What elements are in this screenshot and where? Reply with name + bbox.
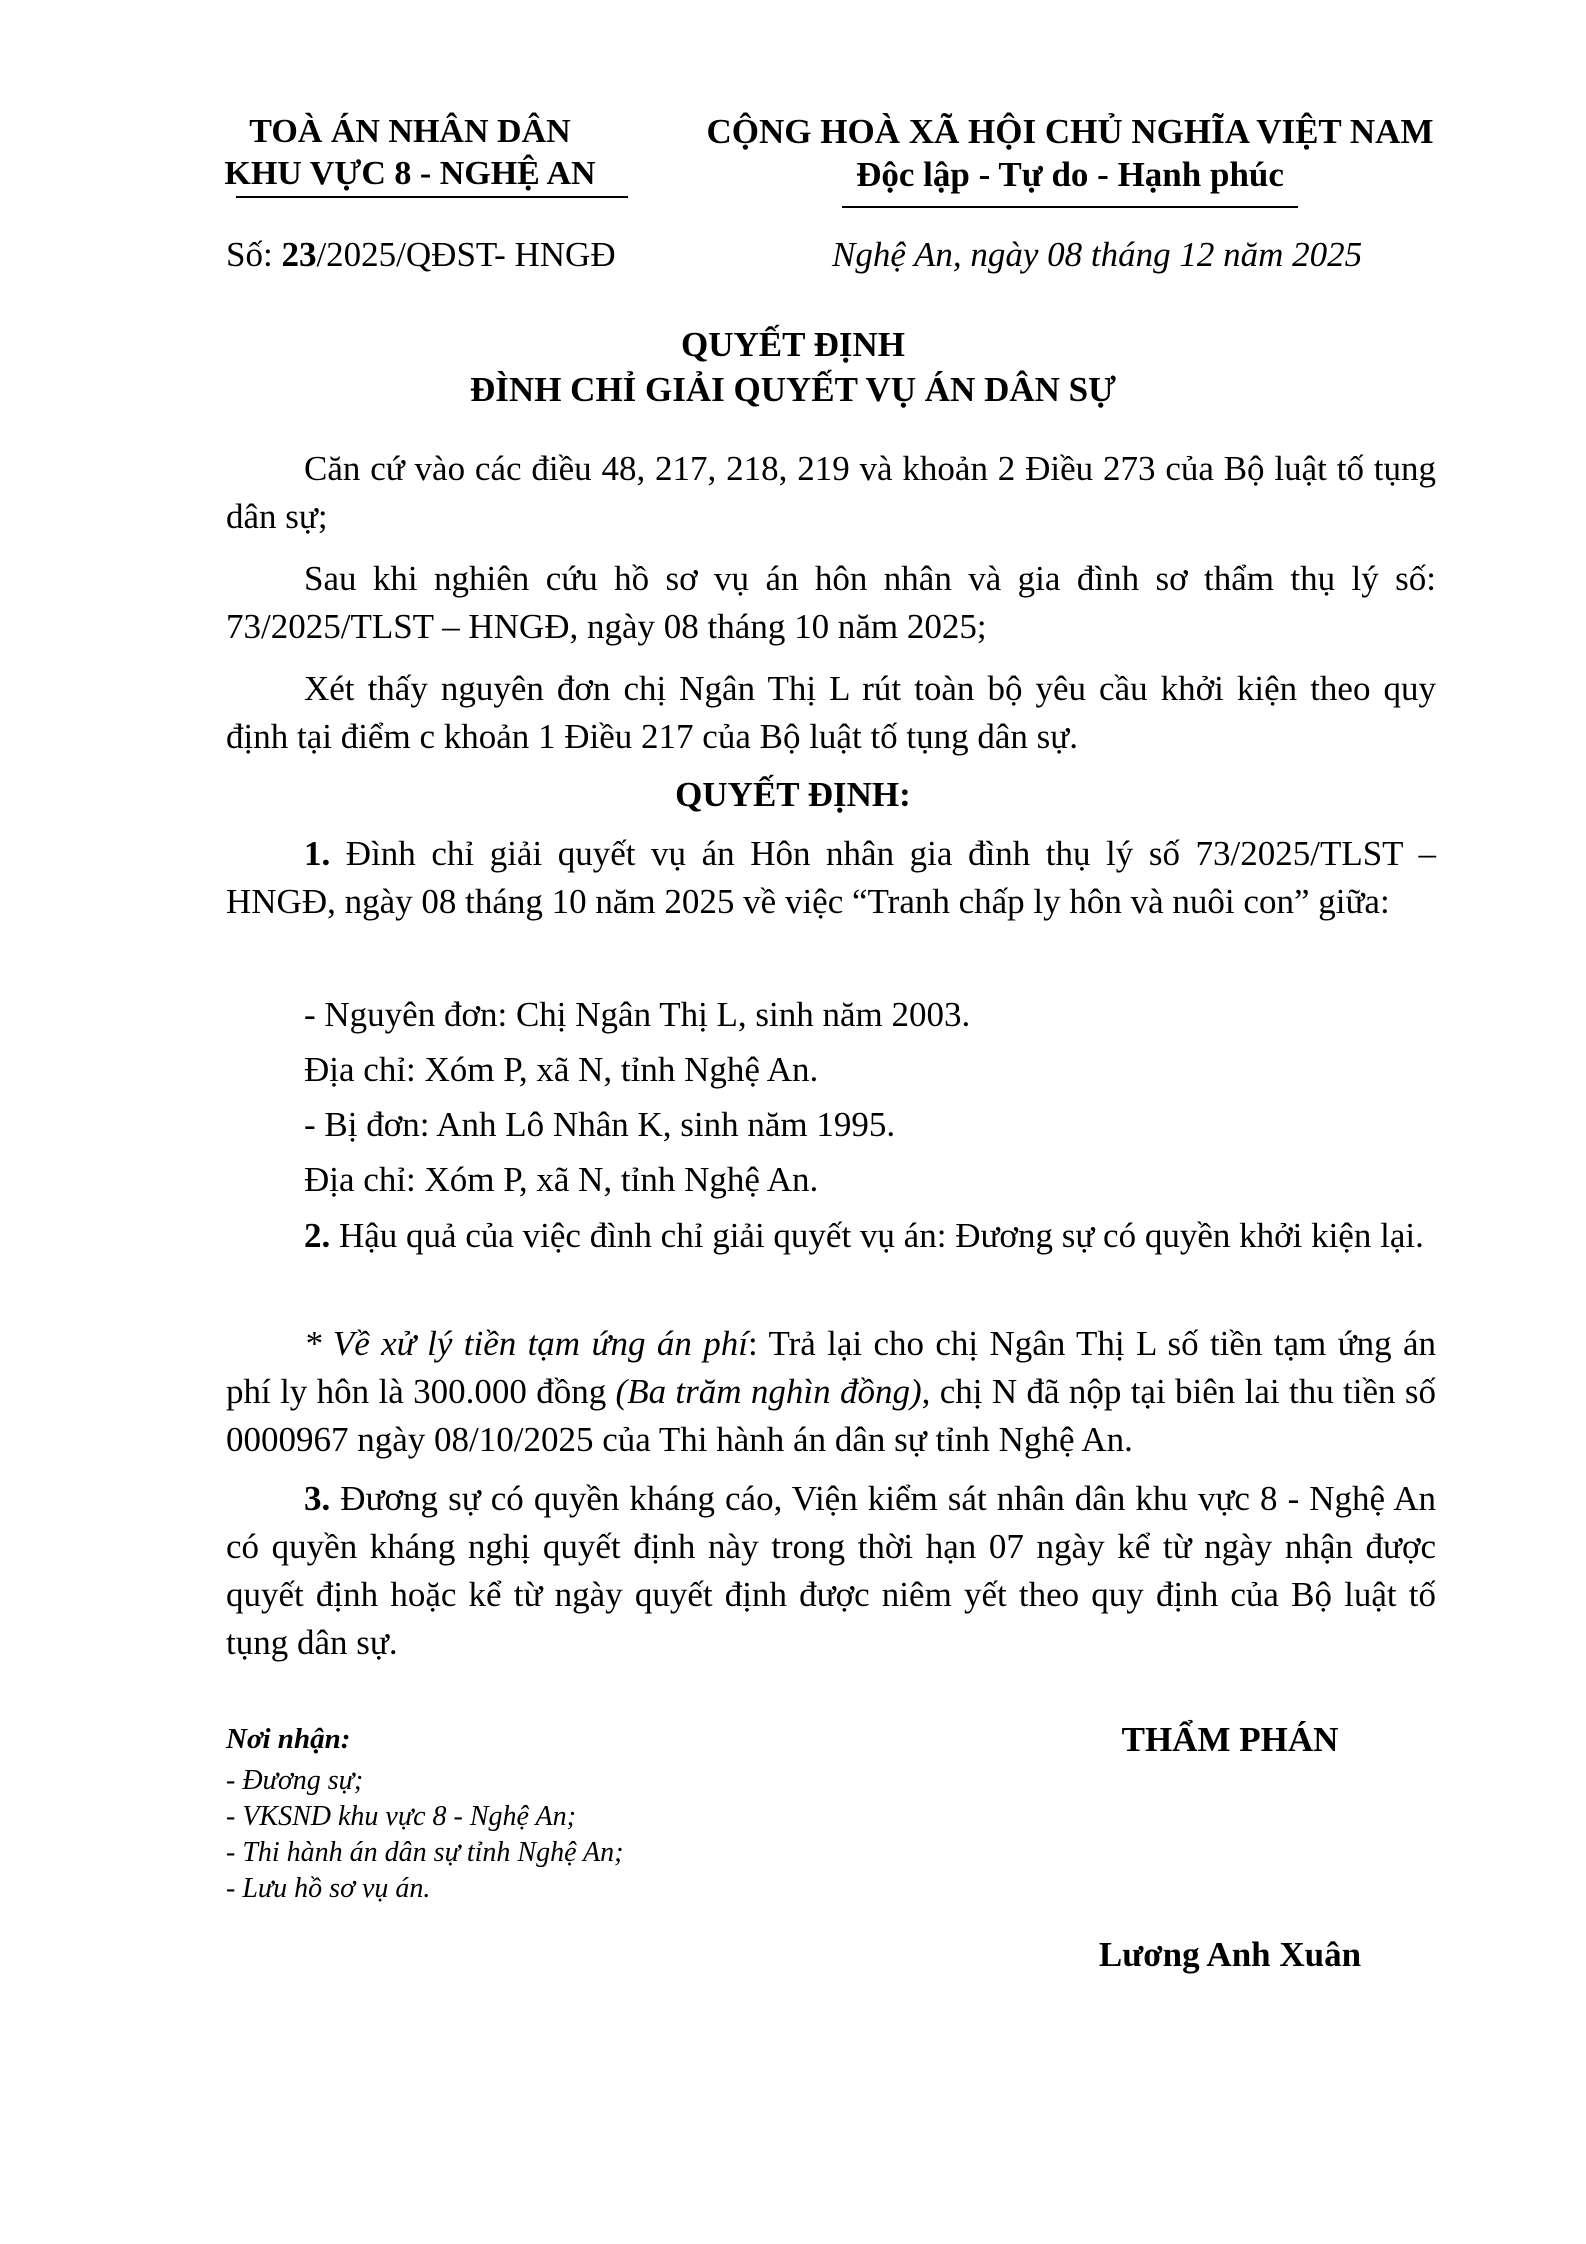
decision-item-3: 3. Đương sự có quyền kháng cáo, Viện kiểm sát nhân dân khu vực 8 - Nghệ An có quyền kháng nghị quyết định này trong thời hạn 07 ngày kể từ ngày nhận được quyết định hoặc kể từ ngày quyết định được niêm yết theo quy định của Bộ luật tố tụng dân sự. [226, 1479, 1436, 1662]
preamble-legal-basis: Căn cứ vào các điều 48, 217, 218, 219 và khoản 2 Điều 273 của Bộ luật tố tụng dân sự; [226, 449, 1436, 536]
recipients-title: Nơi nhận: [226, 1723, 351, 1755]
preamble-case-review: Sau khi nghiên cứu hồ sơ vụ án hôn nhân và gia đình sơ thẩm thụ lý số: 73/2025/TLST – HNGĐ, ngày 08 tháng 10 năm 2025; [226, 559, 1436, 646]
decision-heading: QUYẾT ĐỊNH: [675, 775, 911, 814]
decision-item-1: 1. Đình chỉ giải quyết vụ án Hôn nhân gia đình thụ lý số 73/2025/TLST – HNGĐ, ngày 08 tháng 10 năm 2025 về việc “Tranh chấp ly hôn và nuôi con” giữa: [226, 834, 1436, 921]
defendant-info: - Bị đơn: Anh Lô Nhân K, sinh năm 1995. [304, 1105, 896, 1144]
document-subtitle: ĐÌNH CHỈ GIẢI QUYẾT VỤ ÁN DÂN SỰ [470, 370, 1116, 409]
recipient-item: - VKSND khu vực 8 - Nghệ An; [226, 1801, 576, 1832]
defendant-address: Địa chỉ: Xóm P, xã N, tỉnh Nghệ An. [304, 1160, 819, 1199]
judge-name: Lương Anh Xuân [1098, 1935, 1362, 1974]
court-name-underline [236, 196, 628, 198]
nation-motto: Độc lập - Tự do - Hạnh phúc [856, 155, 1284, 194]
preamble-withdrawal: Xét thấy nguyên đơn chị Ngân Thị L rút toàn bộ yêu cầu khởi kiện theo quy định tại điểm c khoản 1 Điều 217 của Bộ luật tố tụng dân sự. [226, 669, 1436, 756]
judge-title: THẨM PHÁN [1121, 1720, 1339, 1759]
court-name-line2: KHU VỰC 8 - NGHỆ AN [224, 155, 596, 192]
recipient-item: - Đương sự; [226, 1765, 364, 1796]
document-number: Số: 23/2025/QĐST- HNGĐ [226, 235, 616, 274]
plaintiff-address: Địa chỉ: Xóm P, xã N, tỉnh Nghệ An. [304, 1050, 819, 1089]
recipient-item: - Thi hành án dân sự tỉnh Nghệ An; [226, 1837, 624, 1868]
document-title: QUYẾT ĐỊNH [681, 325, 905, 364]
plaintiff-info: - Nguyên đơn: Chị Ngân Thị L, sinh năm 2003. [304, 995, 971, 1034]
recipient-item: - Lưu hồ sơ vụ án. [226, 1873, 431, 1904]
motto-underline [842, 206, 1298, 208]
court-name-line1: TOÀ ÁN NHÂN DÂN [249, 113, 571, 150]
decision-item-2: 2. Hậu quả của việc đình chỉ giải quyết vụ án: Đương sự có quyền khởi kiện lại. [304, 1216, 1424, 1255]
court-fee-paragraph: * Về xử lý tiền tạm ứng án phí: Trả lại cho chị Ngân Thị L số tiền tạm ứng án phí ly hôn là 300.000 đồng (Ba trăm nghìn đồng), chị N đã nộp tại biên lai thu tiền số 0000967 ngày 08/10/2025 của Thi hành án dân sự tỉnh Nghệ An. [226, 1324, 1437, 1459]
nation-title: CỘNG HOÀ XÃ HỘI CHỦ NGHĨA VIỆT NAM [706, 112, 1434, 151]
place-date: Nghệ An, ngày 08 tháng 12 năm 2025 [832, 235, 1363, 274]
